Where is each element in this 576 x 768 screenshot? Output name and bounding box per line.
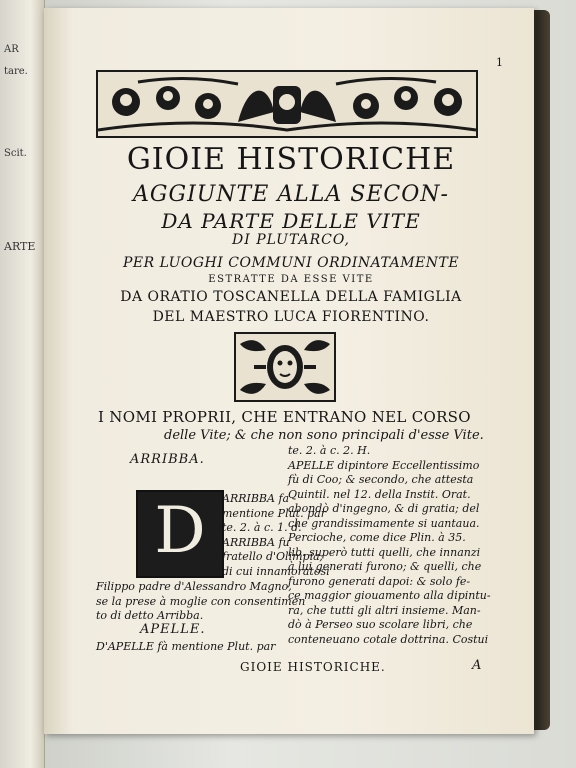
fragment-text: ARTE bbox=[4, 240, 36, 253]
book-page bbox=[44, 8, 534, 734]
initial-letter: D bbox=[154, 494, 206, 568]
text-line: dò à Perseo suo scolare libri, che bbox=[288, 618, 473, 631]
text-line: di cui innamoratosi bbox=[222, 564, 330, 578]
text-line: che grandissimamente si uantaua. bbox=[288, 516, 480, 530]
text-line: lib. superò tutti quelli, che innanzi bbox=[288, 545, 481, 559]
subtitle-line: DI PLUTARCO, bbox=[232, 232, 350, 248]
decorated-initial bbox=[136, 490, 224, 578]
text-line: ce maggior giouamento alla dipintu- bbox=[288, 589, 491, 602]
book-title: GIOIE HISTORICHE bbox=[126, 142, 456, 177]
text-line: D'APELLE fà mentione Plut. par bbox=[96, 640, 276, 653]
text-line: APELLE dipintore Eccellentissimo bbox=[288, 458, 480, 472]
text-line: Filippo padre d'Alessandro Magno, bbox=[96, 580, 292, 593]
signature-mark: A bbox=[472, 658, 482, 673]
right-column bbox=[288, 444, 491, 647]
adjacent-page-edge bbox=[0, 0, 45, 768]
text-line: te. 2. à c. 1. d. bbox=[222, 521, 302, 534]
section-subheading: delle Vite; & che non sono principali d'esse Vite. bbox=[164, 428, 484, 443]
text-line: ra, che tutti gli altri insieme. Man- bbox=[288, 603, 481, 617]
text-line: fratello d'Olimpia; bbox=[222, 550, 324, 563]
text-line: conteneuano cotale dottrina. Costui bbox=[288, 632, 489, 646]
text-line: Percioche, come dice Plin. à 35. bbox=[288, 531, 466, 544]
subtitle-line: PER LUOGHI COMMUNI ORDINATAMENTE bbox=[122, 255, 460, 271]
text-line: fù di Coo; & secondo, che attesta bbox=[288, 473, 474, 486]
page-number: 1 bbox=[496, 56, 503, 69]
text-line: ARRIBBA fa bbox=[222, 492, 290, 505]
text-line: furono generati dapoi: & solo fe- bbox=[288, 574, 471, 588]
text-line: ARRIBBA fu bbox=[222, 535, 290, 549]
running-footer: GIOIE HISTORICHE. bbox=[240, 660, 386, 674]
author-line: DA ORATIO TOSCANELLA DELLA FAMIGLIA bbox=[120, 289, 462, 305]
decorative-headpiece bbox=[96, 70, 478, 138]
section-heading: I NOMI PROPRII, CHE ENTRANO NEL CORSO bbox=[98, 408, 471, 426]
mask-ornament-icon bbox=[236, 334, 334, 400]
text-full-width bbox=[96, 580, 306, 624]
fragment-text: Scit. bbox=[4, 148, 27, 159]
text-line: mentione Plut. par bbox=[222, 506, 326, 520]
text-line: se la prese à moglie con consentimen bbox=[96, 594, 306, 608]
text-line: Quintil. nel 12. della Instit. Orat. bbox=[288, 487, 471, 501]
author-line: DEL MAESTRO LUCA FIORENTINO. bbox=[152, 309, 430, 325]
text-line: abondò d'ingegno, & di gratia; del bbox=[288, 502, 480, 515]
entry-heading: APELLE. bbox=[140, 622, 206, 637]
fragment-text: tare. bbox=[4, 66, 28, 77]
headpiece-ornament-icon bbox=[98, 72, 476, 136]
subtitle-line: AGGIUNTE ALLA SECON- bbox=[133, 182, 449, 207]
text-line: à lui generati furono; & quelli, che bbox=[288, 560, 482, 573]
text-line: te. 2. à c. 2. H. bbox=[288, 444, 371, 457]
subtitle-line: DA PARTE DELLE VITE bbox=[161, 209, 421, 233]
entry-heading: ARRIBBA. bbox=[130, 452, 205, 467]
entry-line bbox=[96, 640, 286, 655]
central-ornament bbox=[234, 332, 336, 402]
subtitle-line: ESTRATTE DA ESSE VITE bbox=[208, 274, 374, 285]
text-line: to di detto Arribba. bbox=[96, 609, 204, 622]
fragment-text: AR bbox=[4, 44, 19, 55]
